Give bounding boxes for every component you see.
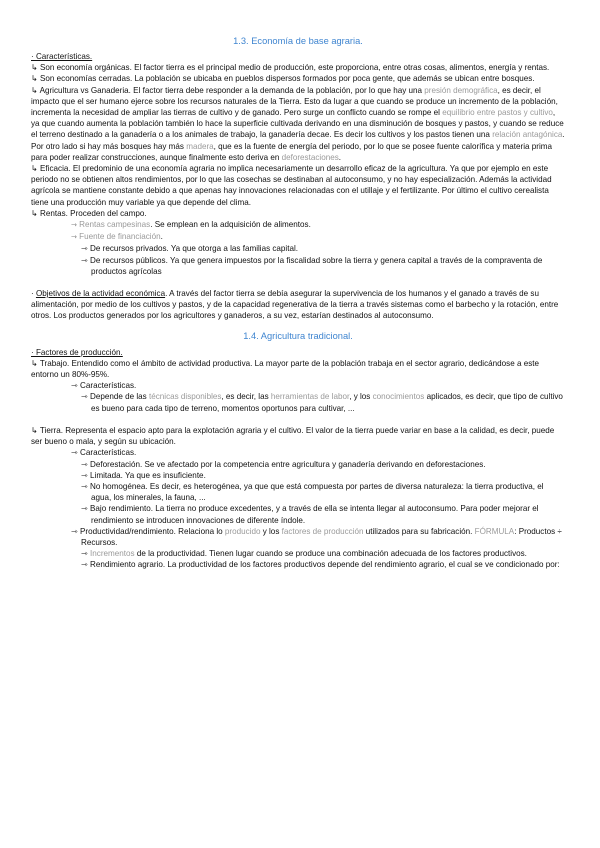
- list-item-tecnicas: ⇾ Depende de las técnicas disponibles, es decir, las herramientas de labor, y los conocimientos aplicados, es decir, que tipo de cultivo es bueno para cada tipo de terreno, momentos oportunos para cultivar, ...: [81, 392, 563, 413]
- list-item-recursos-privados: ⇾ De recursos privados. Ya que otorga a las familias capital.: [81, 244, 299, 254]
- paragraph-eficacia: ↳ Eficacia. El predominio de una economía agraria no implica necesariamente un desarrollo eficaz de la agricultura. Ya que por ejemplo en este periodo no se obtienen altos rendimientos, por lo que las cosechas se destinaban al autoconsumo, y no hay especialización. Además la actividad agrícola se mantiene constante debido a que apenas hay innovaciones relacionadas con el utillaje y el fertilizante. Por último el cultivo cerealista tiene una producción muy variable ya que depende del clima.: [31, 164, 552, 207]
- paragraph-objetivos: · Objetivos de la actividad económica. A través del factor tierra se debía asegurar la supervivencia de los humanos y el ganado a través de su alimentación, por medio de los cultivos y pastos, y de la capacidad regenerativa de la tierra a través sistemas como el barbecho y la rotación, entre otros. Los productos generados por los agricultores y ganaderos, a su vez, estarían destinados al autoconsumo.: [31, 289, 559, 321]
- section-heading-agricultura: 1.4. Agricultura tradicional.: [243, 330, 353, 341]
- paragraph-tierra: ↳ Tierra. Representa el espacio apto para la explotación agraria y el cultivo. El valor de la tierra puede variar en base a la calidad, es decir, puede ser bueno o mala, y según su ubicación.: [31, 425, 555, 447]
- list-item-rentas-campesinas: ⇾ Rentas campesinas. Se emplean en la adquisición de alimentos.: [71, 220, 311, 230]
- list-item-productividad: ⇾ Productividad/rendimiento. Relaciona lo producido y los factores de producción utilizados para su fabricación. FÓRMULA: Productos ÷ Recursos.: [71, 526, 562, 547]
- list-item-rendimiento-agrario: ⇾ Rendimiento agrario. La productividad de los factores productivos depende del rendimiento agrario, el cual se ve condicionado por:: [81, 560, 560, 570]
- paragraph-economias-organicas: ↳ Son economía orgánicas. El factor tierra es el principal medio de producción, este proporciona, entre otras cosas, alimentos, energía y rentas.: [31, 63, 550, 73]
- section-heading-economia: 1.3. Economía de base agraria.: [233, 36, 363, 46]
- factores-label: · Factores de producción.: [31, 347, 123, 357]
- caracteristicas-label: · Características.: [31, 52, 93, 61]
- list-item-recursos-publicos: ⇾ De recursos públicos. Ya que genera impuestos por la fiscalidad sobre la tierra y genera capital a través de la compraventa de productos agrícolas: [81, 255, 543, 276]
- list-item-no-homogenea: ⇾ No homogénea. Es decir, es heterogénea, ya que que está compuesta por partes de diversa naturaleza: la tierra productiva, el agua, los minerales, la fauna, ...: [81, 481, 544, 503]
- list-item-tierra-caracteristicas: ⇾ Características.: [71, 448, 137, 458]
- list-item-fuente-financiacion: ⇾ Fuente de financiación.: [71, 232, 163, 242]
- list-item-limitada: ⇾ Limitada. Ya que es insuficiente.: [81, 470, 206, 480]
- list-item-trabajo-caracteristicas: ⇾ Características.: [71, 381, 137, 391]
- list-item-deforestacion: ⇾ Deforestación. Se ve afectado por la competencia entre agricultura y ganadería derivando en deforestaciones.: [81, 459, 486, 469]
- paragraph-rentas: ↳ Rentas. Proceden del campo.: [31, 208, 147, 218]
- list-item-incrementos: ⇾ Incrementos de la productividad. Tienen lugar cuando se produce una combinación adecuada de los factores productivos.: [81, 549, 527, 559]
- paragraph-trabajo: ↳ Trabajo. Entendido como el ámbito de actividad productiva. La mayor parte de la población trabaja en el sector agrario, dedicándose a este entorno un 80%-95%.: [31, 358, 540, 380]
- paragraph-economias-cerradas: ↳ Son economías cerradas. La población se ubicaba en pueblos dispersos formados por poca gente, que además se ubican entre bosques.: [31, 74, 535, 84]
- document-page: [31, 35, 565, 571]
- paragraph-agricultura-vs-ganaderia: ↳ Agricultura vs Ganaderia. El factor tierra debe responder a la demanda de la población, por lo que hay una presión demográfica, es decir, el impacto que el ser humano ejerce sobre los recursos naturales de la Tierra. Esto da lugar a que cuando se produce un incremento de la población, incrementa la necesidad de ampliar las tierras de cultivo y de ganado. Pero surge un conflicto cuando se rompe el equilibrio entre pastos y cultivo, ya que cuando aumenta la población también lo hace la superficie cultivada derivando en una disminución de bosques y pastos, y cuando se reduce el terreno destinado a la ganadería o a los animales de trabajo, la ganadería decae. Es decir los cultivos y los pastos tienen una relación antagónica. Por otro lado si hay más bosques hay más madera, que es la fuente de energía del periodo, por lo que se posee fuente calorífica y materia prima para poder realizar construcciones, aunque finalmente esto deriva en deforestaciones.: [31, 85, 565, 162]
- list-item-bajo-rendimiento: ⇾ Bajo rendimiento. La tierra no produce excedentes, y a través de ella se intenta llegar al autoconsumo. Para poder mejorar el rendimiento se introducen innovaciones de diferente índole.: [81, 504, 539, 525]
